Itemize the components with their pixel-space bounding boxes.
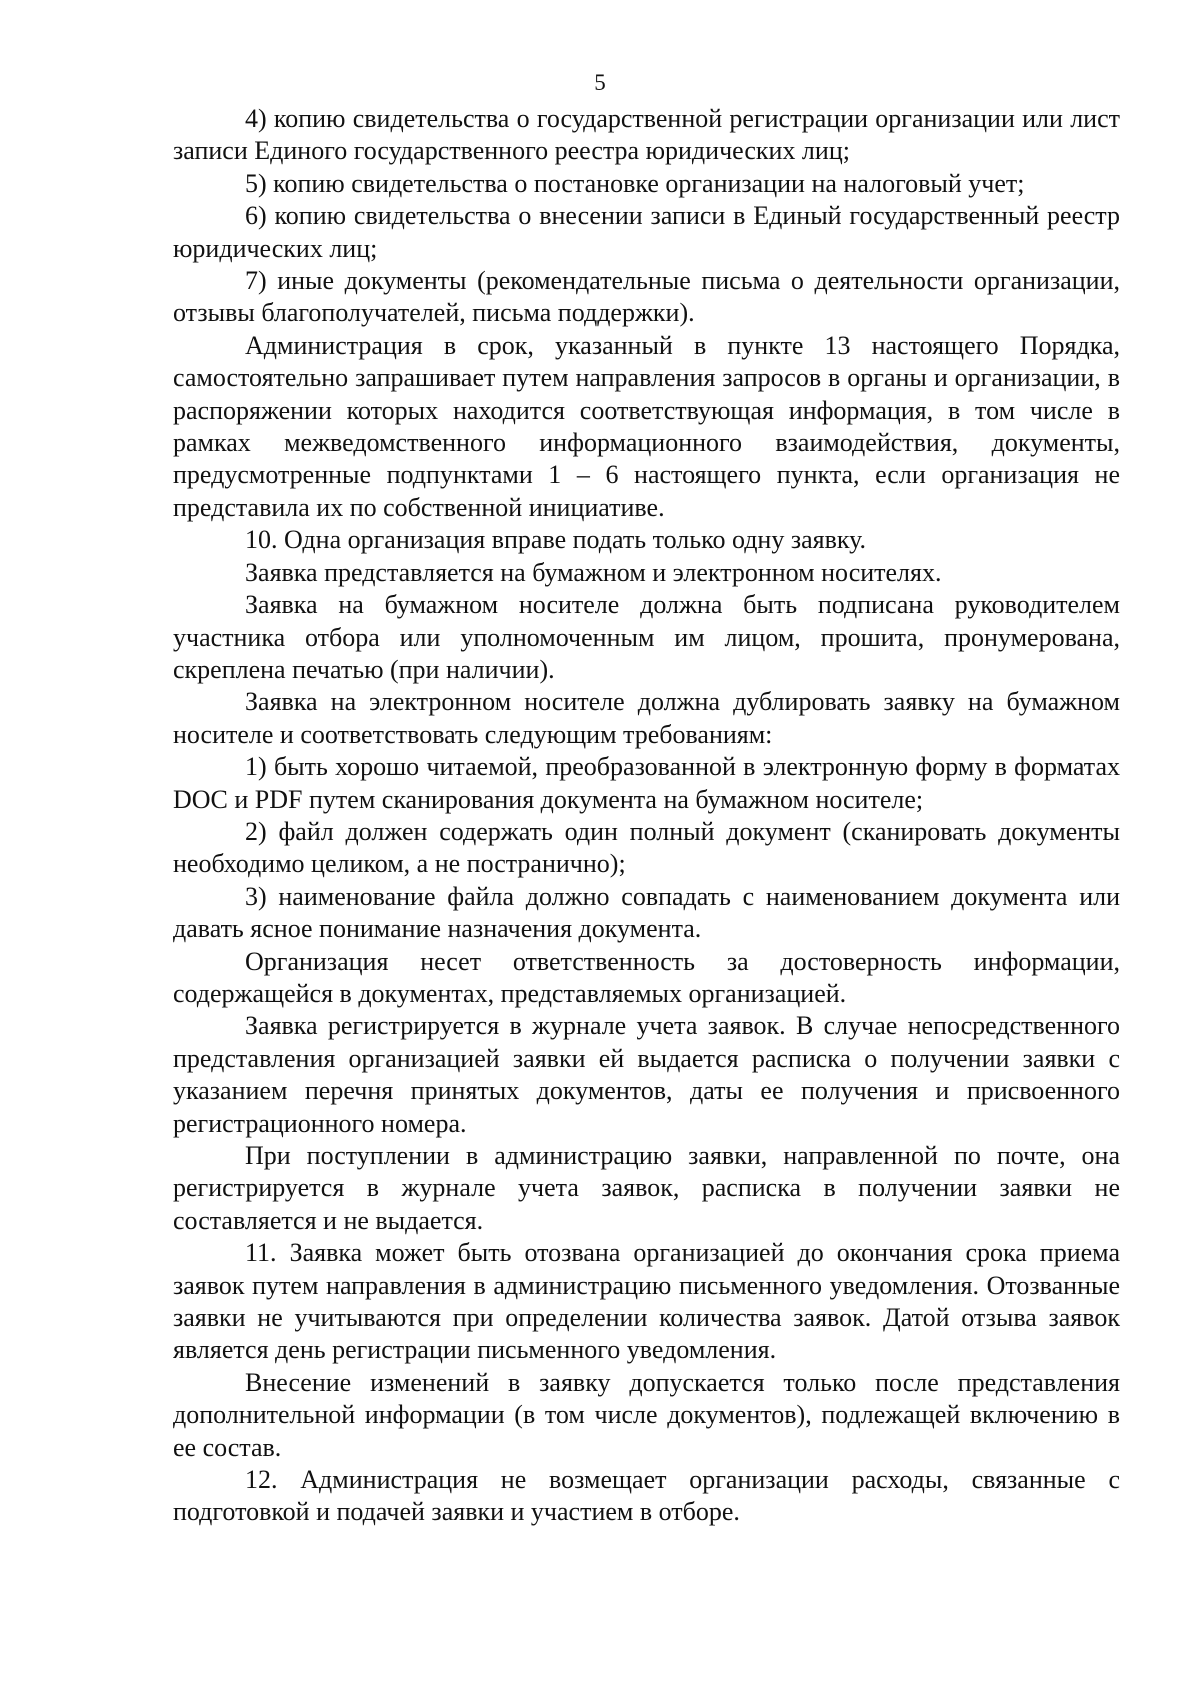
page-number: 5	[594, 70, 606, 95]
clause-12: 12. Администрация не возмещает организации расходы, связанные с подготовкой и подачей заявки и участием в отборе.	[173, 1465, 1120, 1527]
list-item-7: 7) иные документы (рекомендательные письма о деятельности организации, отзывы благополучателей, письма поддержки).	[173, 266, 1120, 328]
clause-10: 10. Одна организация вправе подать только одну заявку.	[245, 525, 867, 555]
paragraph-electronic-application: Заявка на электронном носителе должна дублировать заявку на бумажном носителе и соответствовать следующим требованиям:	[173, 687, 1120, 749]
paragraph-responsibility: Организация несет ответственность за достоверность информации, содержащейся в документах, представляемых организацией.	[173, 946, 1120, 1008]
document-body	[173, 103, 1120, 1529]
requirement-item-1: 1) быть хорошо читаемой, преобразованной в электронную форму в форматах DOC и PDF путем сканирования документа на бумажном носителе;	[173, 752, 1120, 814]
paragraph-postal-application: При поступлении в администрацию заявки, направленной по почте, она регистрируется в журнале учета заявок, расписка в получении заявки не составляется и не выдается.	[173, 1141, 1120, 1235]
list-item-6: 6) копию свидетельства о внесении записи в Единый государственный реестр юридических лиц;	[173, 201, 1120, 263]
list-item-5: 5) копию свидетельства о постановке организации на налоговый учет;	[245, 168, 1025, 198]
paragraph-administration-requests: Администрация в срок, указанный в пункте 13 настоящего Порядка, самостоятельно запрашивает путем направления запросов в органы и организации, в распоряжении которых находится соответствующая информация, в том числе в рамках межведомственного информационного взаимодействия, документы, предусмотренные подпунктами 1 – 6 настоящего пункта, если организация не представила их по собственной инициативе.	[173, 330, 1120, 522]
paragraph-amendments: Внесение изменений в заявку допускается только после представления дополнительной информации (в том числе документов), подлежащей включению в ее состав.	[173, 1367, 1120, 1462]
list-item-4: 4) копию свидетельства о государственной регистрации организации или лист записи Единого государственного реестра юридических лиц;	[173, 104, 1120, 166]
paragraph-registration: Заявка регистрируется в журнале учета заявок. В случае непосредственного представления организацией заявки ей выдается расписка о получении заявки с указанием перечня принятых документов, даты ее получения и присвоенного регистрационного номера.	[173, 1011, 1120, 1138]
requirement-item-2: 2) файл должен содержать один полный документ (сканировать документы необходимо целиком, а не постранично);	[173, 816, 1120, 879]
paragraph-application-media: Заявка представляется на бумажном и электронном носителях.	[245, 557, 942, 587]
requirement-item-3: 3) наименование файла должно совпадать с наименованием документа или давать ясное понимание назначения документа.	[173, 881, 1120, 944]
clause-11: 11. Заявка может быть отозвана организацией до окончания срока приема заявок путем направления в администрацию письменного уведомления. Отозванные заявки не учитываются при определении количества заявок. Датой отзыва заявок является день регистрации письменного уведомления.	[173, 1238, 1120, 1365]
paragraph-paper-application: Заявка на бумажном носителе должна быть подписана руководителем участника отбора или уполномоченным им лицом, прошита, пронумерована, скреплена печатью (при наличии).	[173, 590, 1120, 684]
